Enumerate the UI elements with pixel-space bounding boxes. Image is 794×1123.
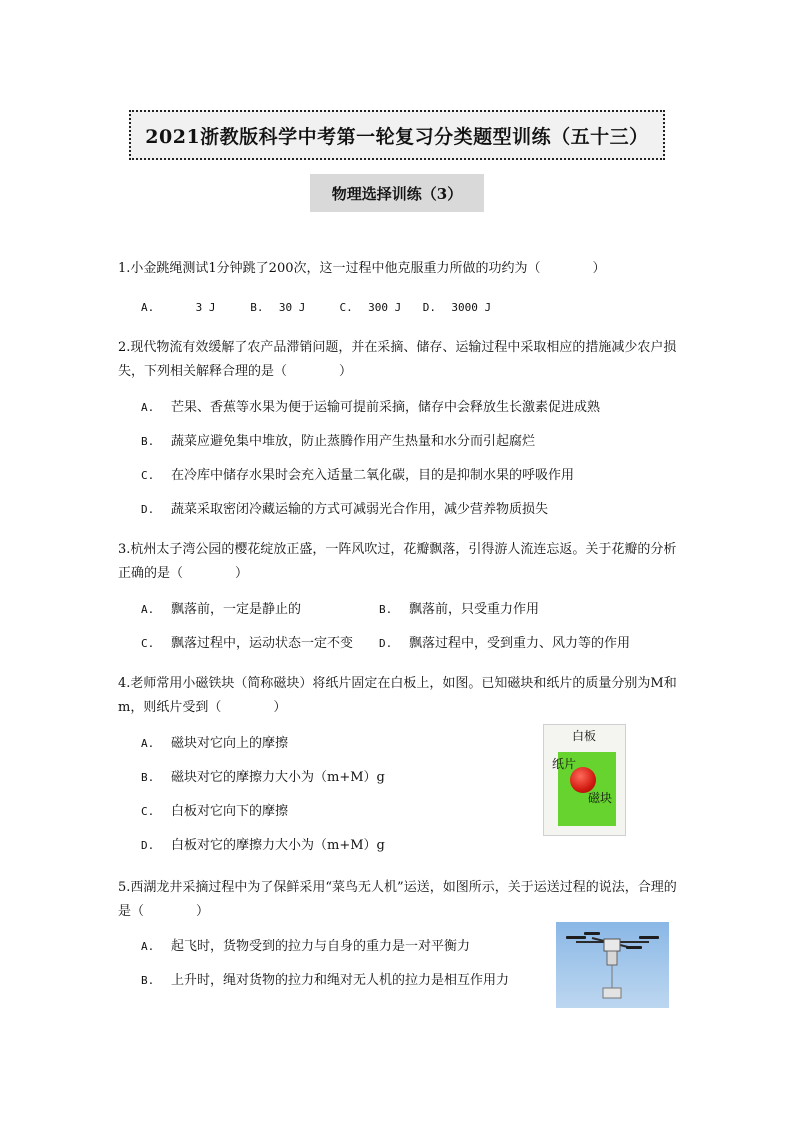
question-1-options <box>141 301 491 314</box>
worksheet-subtitle: 物理选择训练（3） <box>331 184 463 203</box>
q4-option-a <box>141 734 288 754</box>
q3-option-a-letter: A. <box>141 603 155 616</box>
q2-option-d-text: 蔬菜采取密闭冷藏运输的方式可减弱光合作用，减少营养物质损失 <box>171 502 549 517</box>
question-2-stem: 2.现代物流有效缓解了农产品滞销问题，并在采摘、储存、运输过程中采取相应的措施减少农户损失，下列相关解释合理的是（ ） <box>118 340 677 379</box>
figure-label-magnet: 磁块 <box>588 791 613 805</box>
q1-option-d-text: 3000 J <box>451 301 492 314</box>
figure-label-paper: 纸片 <box>552 757 577 771</box>
q1-option-b-text: 30 J <box>278 301 306 314</box>
q4-option-d-text: 白板对它的摩擦力大小为（m+M）g <box>171 838 385 853</box>
q1-option-d-letter: D. <box>422 301 436 314</box>
q5-option-a-letter: A. <box>141 940 155 953</box>
q2-option-d <box>141 500 548 520</box>
q2-option-c-text: 在冷库中储存水果时会充入适量二氧化碳，目的是抑制水果的呼吸作用 <box>171 468 575 483</box>
q2-option-b-letter: B. <box>141 435 155 448</box>
q2-option-b-text: 蔬菜应避免集中堆放，防止蒸腾作用产生热量和水分而引起腐烂 <box>171 434 536 449</box>
q5-option-a-text: 起飞时，货物受到的拉力与自身的重力是一对平衡力 <box>171 939 471 954</box>
q3-option-d-text: 飘落过程中，受到重力、风力等的作用 <box>409 636 631 651</box>
q2-option-a-letter: A. <box>141 401 155 414</box>
q3-option-d <box>379 634 630 654</box>
q4-option-c <box>141 802 288 822</box>
q4-option-a-text: 磁块对它向上的摩擦 <box>171 736 289 751</box>
q4-option-c-text: 白板对它向下的摩擦 <box>171 804 289 819</box>
question-3-stem: 3.杭州太子湾公园的樱花绽放正盛，一阵风吹过，花瓣飘落，引得游人流连忘返。关于花瓣的分析正确的是（ ） <box>118 542 677 581</box>
q3-option-b <box>379 600 539 620</box>
q4-option-b-text: 磁块对它的摩擦力大小为（m+M）g <box>171 770 385 785</box>
drone-delivery-photo <box>556 922 669 1008</box>
q2-option-d-letter: D. <box>141 503 155 516</box>
q1-option-c-text: 300 J <box>368 301 402 314</box>
q1-option-a-text: 3 J <box>195 301 216 314</box>
q4-option-d-letter: D. <box>141 839 155 852</box>
q2-option-c-letter: C. <box>141 469 155 482</box>
q3-option-d-letter: D. <box>379 637 393 650</box>
whiteboard-magnet-figure <box>543 724 626 836</box>
q1-option-a-letter: A. <box>141 301 155 314</box>
question-5-stem: 5.西湖龙井采摘过程中为了保鲜采用“菜鸟无人机”运送，如图所示，关于运送过程的说法，合理的是（ ） <box>118 880 677 919</box>
worksheet-title-box <box>129 110 665 160</box>
q3-option-c-text: 飘落过程中，运动状态一定不变 <box>171 636 354 651</box>
q2-option-b <box>141 432 535 452</box>
q3-option-c <box>141 634 353 654</box>
q5-option-b-text: 上升时，绳对货物的拉力和绳对无人机的拉力是相互作用力 <box>171 973 510 988</box>
question-1-stem: 1.小金跳绳测试1分钟跳了200次，这一过程中他克服重力所做的功约为（ ） <box>118 261 606 276</box>
q4-option-b <box>141 768 385 788</box>
drone-illustration <box>556 922 669 1008</box>
figure-label-whiteboard: 白板 <box>572 729 597 743</box>
q4-option-b-letter: B. <box>141 771 155 784</box>
q3-option-a <box>141 600 301 620</box>
q2-option-c <box>141 466 574 486</box>
q4-option-d <box>141 836 385 856</box>
q3-option-c-letter: C. <box>141 637 155 650</box>
worksheet-title: 2021浙教版科学中考第一轮复习分类题型训练（五十三） <box>145 125 649 148</box>
q4-option-c-letter: C. <box>141 805 155 818</box>
q1-option-c-letter: C. <box>339 301 353 314</box>
q4-option-a-letter: A. <box>141 737 155 750</box>
q2-option-a <box>141 398 600 418</box>
q3-option-a-text: 飘落前，一定是静止的 <box>171 602 302 617</box>
q5-option-b <box>141 971 509 991</box>
q1-option-b-letter: B. <box>250 301 264 314</box>
q5-option-a <box>141 937 470 957</box>
worksheet-subtitle-box <box>310 174 484 212</box>
q2-option-a-text: 芒果、香蕉等水果为便于运输可提前采摘，储存中会释放生长激素促进成熟 <box>171 400 601 415</box>
q3-option-b-letter: B. <box>379 603 393 616</box>
q3-option-b-text: 飘落前，只受重力作用 <box>409 602 540 617</box>
question-4-stem: 4.老师常用小磁铁块（简称磁块）将纸片固定在白板上，如图。已知磁块和纸片的质量分别为M和m，则纸片受到（ ） <box>118 676 677 715</box>
q5-option-b-letter: B. <box>141 974 155 987</box>
